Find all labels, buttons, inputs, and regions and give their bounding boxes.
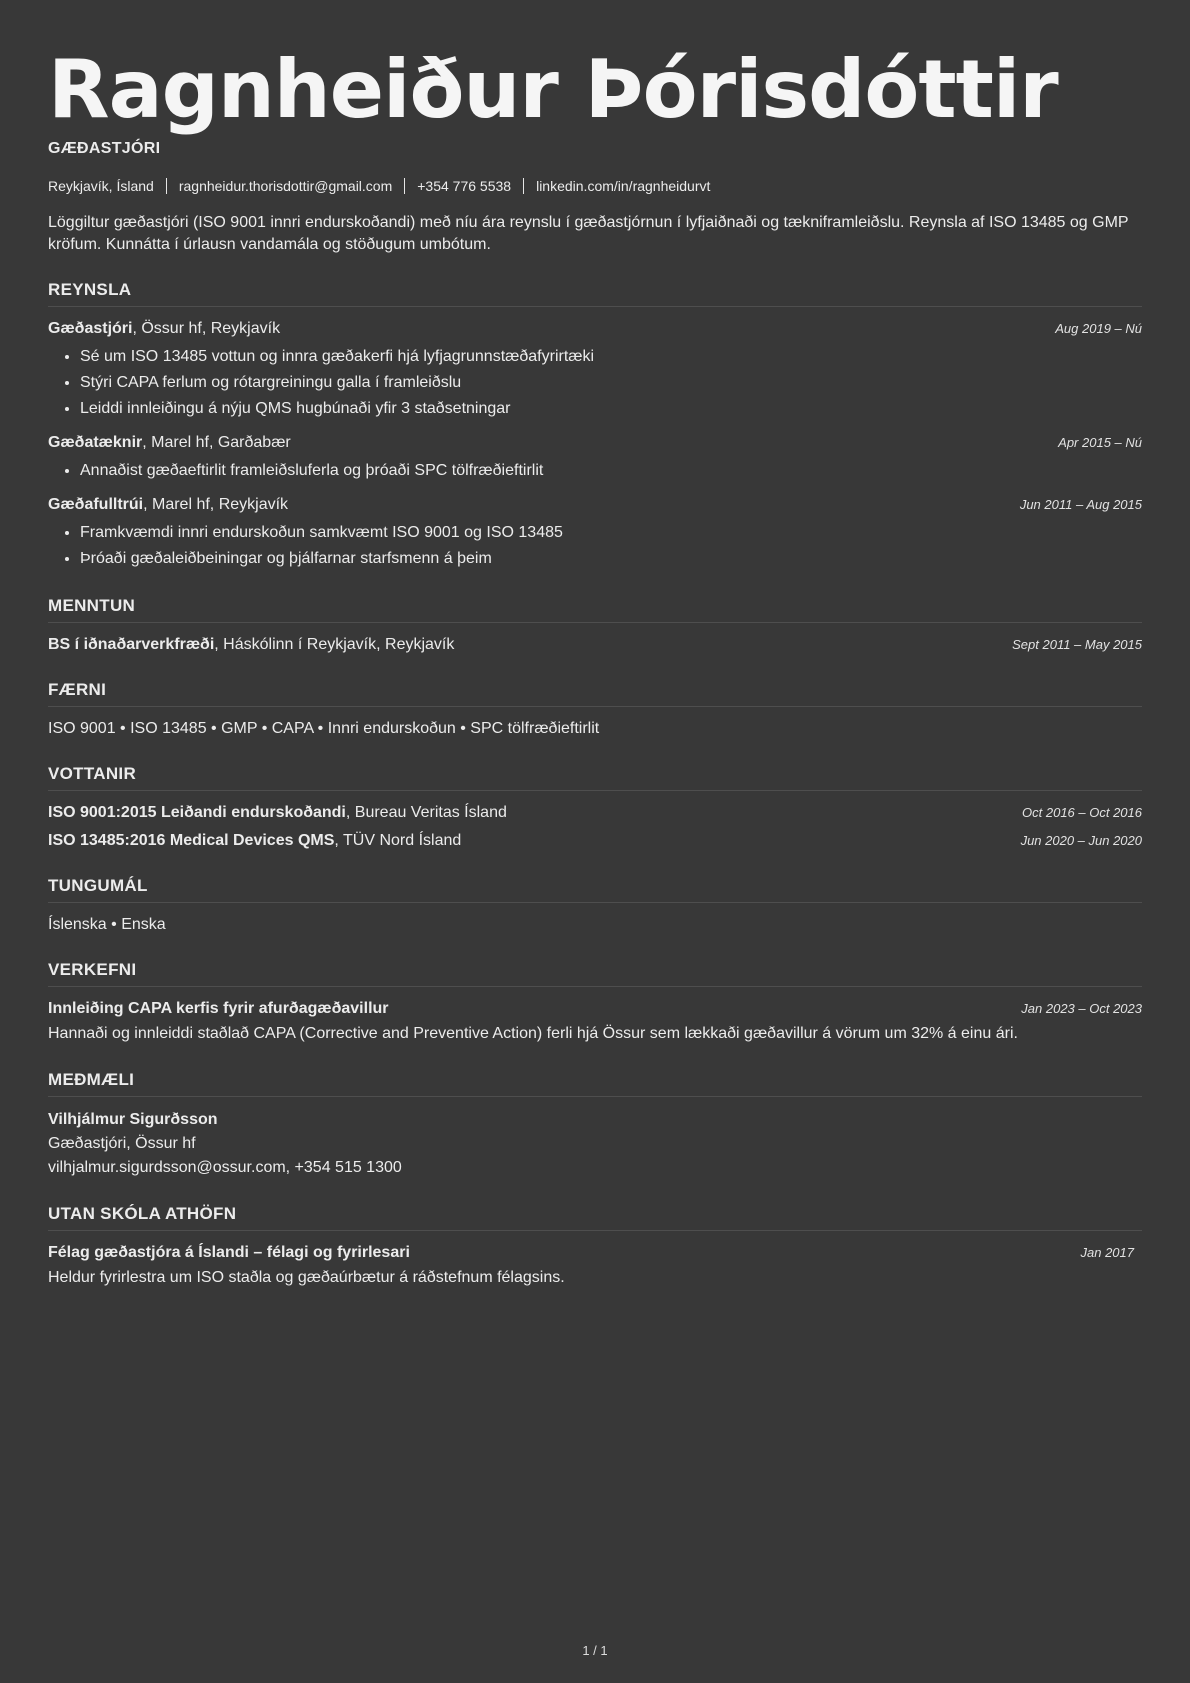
entry-org: , Össur hf, Reykjavík xyxy=(132,320,281,337)
reference-contact: vilhjalmur.sigurdsson@ossur.com, +354 515 1300 xyxy=(48,1159,402,1176)
bullet-item: • Stýri CAPA ferlum og rótargreiningu galla í framleiðslu xyxy=(80,370,1142,396)
section-projects xyxy=(48,960,1142,1046)
section-education xyxy=(48,596,1142,656)
entry-degree: BS í iðnaðarverkfræði xyxy=(48,636,215,653)
section-skills xyxy=(48,680,1142,740)
section-heading: TUNGUMÁL xyxy=(48,876,1142,903)
contact-divider xyxy=(166,178,167,194)
section-experience xyxy=(48,280,1142,572)
contact-line xyxy=(48,178,1142,194)
entry-date: Jan 2017 xyxy=(1080,1245,1134,1260)
section-languages xyxy=(48,876,1142,936)
entry-date: Jun 2020 – Jun 2020 xyxy=(1020,833,1142,848)
entry-bullets xyxy=(48,520,1142,572)
entry-role: Gæðastjóri xyxy=(48,320,133,337)
entry-date: Sept 2011 – May 2015 xyxy=(1012,637,1142,652)
contact-divider xyxy=(523,178,524,194)
entry-date: Jun 2011 – Aug 2015 xyxy=(1019,497,1142,512)
activity-name: Félag gæðastjóra á Íslandi – félagi og fyrirlesari xyxy=(48,1244,410,1261)
bullet-item: • Framkvæmdi innri endurskoðun samkvæmt ISO 9001 og ISO 13485 xyxy=(80,520,1142,546)
bullet-item: • Annaðist gæðaeftirlit framleiðsluferla og þróaði SPC tölfræðieftirlit xyxy=(80,458,1142,484)
languages-list: Íslenska • Enska xyxy=(48,916,166,933)
contact-linkedin[interactable]: linkedin.com/in/ragnheidurvt xyxy=(536,178,711,194)
summary: Löggiltur gæðastjóri (ISO 9001 innri endurskoðandi) með níu ára reynslu í gæðastjórnun í lyfjaiðnaði og tækniframleiðslu. Reynsla af ISO 13485 og GMP kröfum. Kunnátta í úrlausn vandamála og stöðugum umbótum. xyxy=(48,214,1129,253)
entry-bullets xyxy=(48,344,1142,422)
entry-org: , Marel hf, Reykjavík xyxy=(143,496,289,513)
project-name: Innleiðing CAPA kerfis fyrir afurðagæðavillur xyxy=(48,1000,389,1017)
experience-entry xyxy=(48,432,1142,484)
bullet-item: • Leiddi innleiðingu á nýju QMS hugbúnaði yfir 3 staðsetningar xyxy=(80,396,1142,422)
resume-page xyxy=(48,43,1142,1300)
section-heading: UTAN SKÓLA ATHÖFN xyxy=(48,1204,1142,1231)
education-entry xyxy=(48,634,1142,656)
activity-entry xyxy=(48,1242,1142,1290)
job-title: GÆÐASTJÓRI xyxy=(48,140,161,157)
section-heading: MEÐMÆLI xyxy=(48,1070,1142,1097)
entry-org: , Marel hf, Garðabær xyxy=(142,434,291,451)
section-heading: VOTTANIR xyxy=(48,764,1142,791)
entry-role: Gæðafulltrúi xyxy=(48,496,144,513)
cert-issuer: , Bureau Veritas Ísland xyxy=(345,804,507,821)
section-heading: REYNSLA xyxy=(48,280,1142,307)
entry-date: Aug 2019 – Nú xyxy=(1055,321,1142,336)
activity-description: Heldur fyrirlestra um ISO staðla og gæðaúrbætur á ráðstefnum félagsins. xyxy=(48,1269,565,1286)
entry-role: Gæðatæknir xyxy=(48,434,143,451)
contact-phone[interactable]: +354 776 5538 xyxy=(417,178,512,194)
section-heading: MENNTUN xyxy=(48,596,1142,623)
cert-name: ISO 13485:2016 Medical Devices QMS xyxy=(48,832,335,849)
section-heading: FÆRNI xyxy=(48,680,1142,707)
section-heading: VERKEFNI xyxy=(48,960,1142,987)
entry-date: Jan 2023 – Oct 2023 xyxy=(1021,1001,1142,1016)
section-references xyxy=(48,1070,1142,1180)
experience-entry xyxy=(48,494,1142,572)
experience-entry xyxy=(48,318,1142,422)
entry-date: Oct 2016 – Oct 2016 xyxy=(1022,805,1142,820)
project-description: Hannaði og innleiddi staðlað CAPA (Corrective and Preventive Action) ferli hjá Össur sem lækkaði gæðavillur á vörum um 32% á einu ári. xyxy=(48,1025,1018,1042)
reference-name: Vilhjálmur Sigurðsson xyxy=(48,1111,218,1128)
certification-entry xyxy=(48,802,1142,824)
project-entry xyxy=(48,998,1142,1046)
section-certifications xyxy=(48,764,1142,852)
entry-date: Apr 2015 – Nú xyxy=(1058,435,1142,450)
bullet-item: • Þróaði gæðaleiðbeiningar og þjálfarnar starfsmenn á þeim xyxy=(80,546,1142,572)
section-activities xyxy=(48,1204,1142,1290)
cert-issuer: , TÜV Nord Ísland xyxy=(334,832,462,849)
certification-entry xyxy=(48,830,1142,852)
contact-email[interactable]: ragnheidur.thorisdottir@gmail.com xyxy=(178,178,393,194)
cert-name: ISO 9001:2015 Leiðandi endurskoðandi xyxy=(48,804,346,821)
reference-entry xyxy=(48,1108,1142,1180)
reference-role: Gæðastjóri, Össur hf xyxy=(48,1135,196,1152)
contact-divider xyxy=(404,178,405,194)
candidate-name: Ragnheiður Þórisdóttir xyxy=(48,43,1058,136)
bullet-item: • Sé um ISO 13485 vottun og innra gæðakerfi hjá lyfjagrunnstæðafyrirtæki xyxy=(80,344,1142,370)
skills-list: ISO 9001 • ISO 13485 • GMP • CAPA • Innri endurskoðun • SPC tölfræðieftirlit xyxy=(48,720,600,737)
page-number: 1 / 1 xyxy=(582,1643,608,1658)
entry-bullets xyxy=(48,458,1142,484)
contact-location: Reykjavík, Ísland xyxy=(48,178,154,194)
entry-school: , Háskólinn í Reykjavík, Reykjavík xyxy=(214,636,455,653)
